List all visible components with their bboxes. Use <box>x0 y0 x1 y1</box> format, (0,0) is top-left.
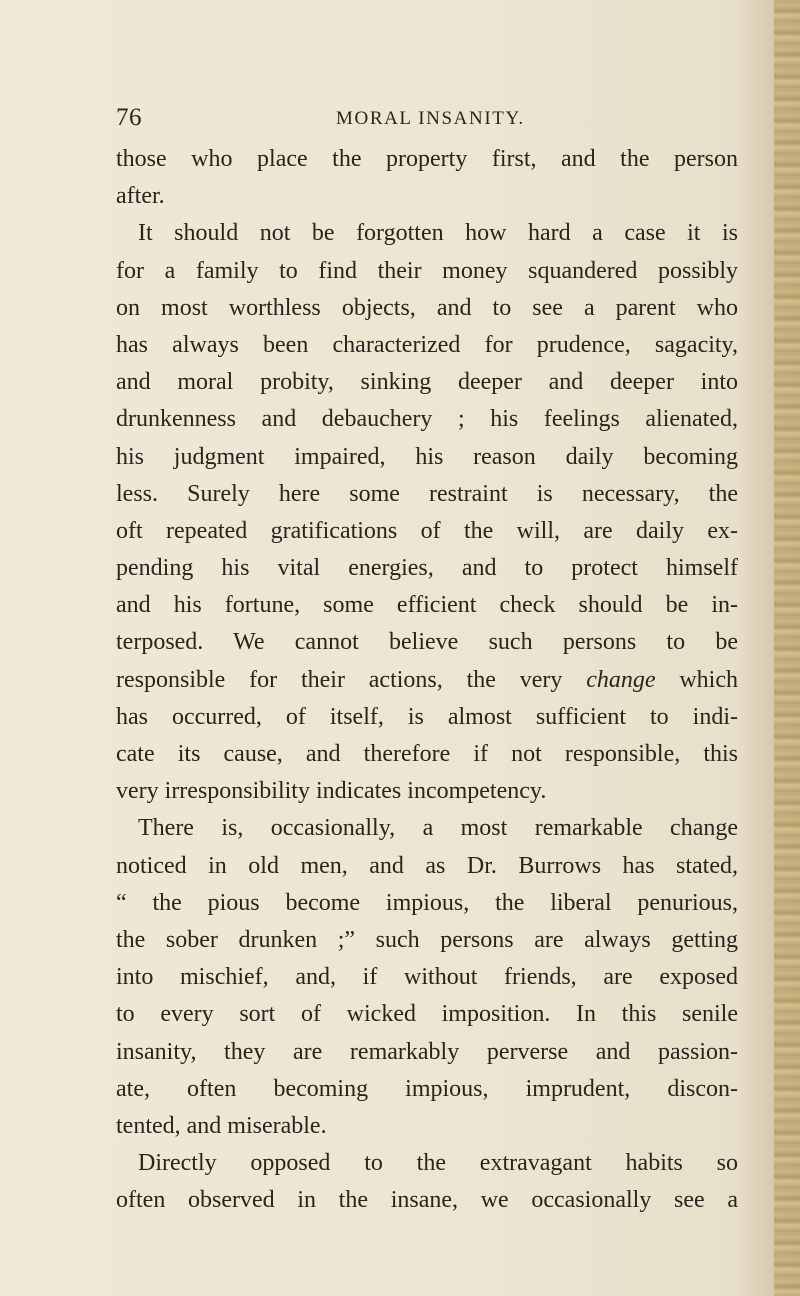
page-binding-edge <box>774 0 800 1296</box>
text-line: insanity, they are remarkably perverse and passion- <box>116 1038 738 1065</box>
text-segment: responsible for their actions, the very <box>116 666 563 693</box>
page-number: 76 <box>116 104 142 131</box>
text-line: often observed in the insane, we occasionally see a <box>116 1187 738 1214</box>
text-line: and moral probity, sinking deeper and deeper into <box>116 369 738 396</box>
text-line: on most worthless objects, and to see a parent who <box>116 294 738 321</box>
text-line: very irresponsibility indicates incompetency. <box>116 778 547 805</box>
running-title: MORAL INSANITY. <box>336 108 525 129</box>
text-line: those who place the property first, and the person <box>116 146 738 172</box>
text-line: noticed in old men, and as Dr. Burrows has stated, <box>116 852 738 879</box>
text-line: ate, often becoming impious, imprudent, discon- <box>116 1075 738 1102</box>
text-line: and his fortune, some efficient check should be in- <box>116 592 738 619</box>
text-line: pending his vital energies, and to protect himself <box>116 555 738 582</box>
text-line: his judgment impaired, his reason daily becoming <box>116 443 738 470</box>
text-line: after. <box>116 183 165 210</box>
body-text <box>116 141 738 1219</box>
text-line: drunkenness and debauchery ; his feelings alienated, <box>116 406 738 433</box>
text-line: “ the pious become impious, the liberal penurious, <box>116 889 738 916</box>
text-line: Directly opposed to the extravagant habits so <box>138 1150 738 1177</box>
text-line: has always been characterized for prudence, sagacity, <box>116 331 738 358</box>
text-line: It should not be forgotten how hard a case it is <box>138 220 738 247</box>
text-line: tented, and miserable. <box>116 1112 327 1139</box>
text-line: has occurred, of itself, is almost sufficient to indi- <box>116 703 738 730</box>
text-line: into mischief, and, if without friends, are exposed <box>116 964 738 991</box>
text-line: less. Surely here some restraint is necessary, the <box>116 480 738 507</box>
text-line-with-italic <box>116 662 738 699</box>
running-head <box>116 104 736 134</box>
text-line: cate its cause, and therefore if not responsible, this <box>116 741 738 767</box>
text-line: There is, occasionally, a most remarkable change <box>138 815 738 842</box>
text-line: to every sort of wicked imposition. In this senile <box>116 1001 738 1028</box>
text-line: terposed. We cannot believe such persons to be <box>116 629 738 656</box>
text-line: for a family to find their money squandered possibly <box>116 257 738 284</box>
text-segment: which <box>679 666 738 693</box>
text-line: the sober drunken ;” such persons are always getting <box>116 926 738 953</box>
italic-word: change <box>586 666 656 693</box>
text-line: oft repeated gratifications of the will, are daily ex- <box>116 517 738 544</box>
